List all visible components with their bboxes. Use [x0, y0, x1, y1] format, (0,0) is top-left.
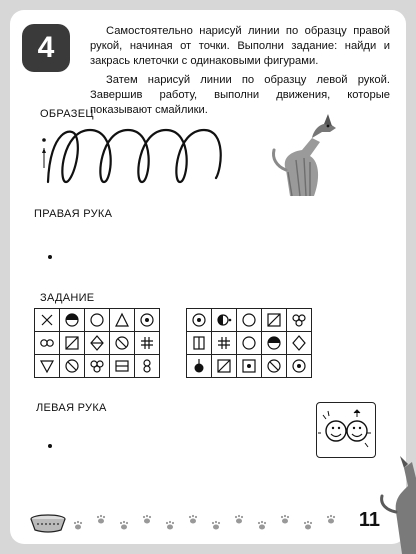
grid-cell[interactable] — [237, 355, 262, 378]
grid-cell[interactable] — [135, 355, 160, 378]
grid-cell[interactable] — [287, 332, 312, 355]
left-hand-label: ЛЕВАЯ РУКА — [36, 402, 107, 414]
grid-cell[interactable] — [262, 332, 287, 355]
grid-cell[interactable] — [187, 332, 212, 355]
sample-label: ОБРАЗЕЦ — [40, 108, 94, 120]
grid-cell[interactable] — [262, 355, 287, 378]
grid-row — [187, 332, 312, 355]
grid-row — [35, 332, 160, 355]
shapes-grid-right — [186, 308, 312, 378]
grid-cell[interactable] — [212, 355, 237, 378]
grid-cell[interactable] — [212, 309, 237, 332]
half-circle-icon — [64, 312, 80, 328]
dot-square-icon — [241, 358, 257, 374]
half-circle-dot-icon — [216, 312, 232, 328]
slashed-square-icon — [266, 312, 282, 328]
target-icon — [139, 312, 155, 328]
grid-cell[interactable] — [187, 355, 212, 378]
diamond-icon — [291, 335, 307, 351]
dog-tail-corner-illustration — [372, 448, 416, 554]
grid-cell[interactable] — [287, 355, 312, 378]
slashed-circle-icon — [266, 358, 282, 374]
stacked-circles-icon — [139, 358, 155, 374]
grid-cell[interactable] — [85, 309, 110, 332]
grid-cell[interactable] — [35, 355, 60, 378]
three-circles-icon — [291, 312, 307, 328]
task-number-badge: 4 — [22, 24, 70, 72]
grid-cell[interactable] — [110, 332, 135, 355]
smiley-face-icon — [347, 410, 371, 447]
slashed-square-icon — [64, 335, 80, 351]
half-circle-icon — [266, 335, 282, 351]
boxed-bars-icon — [191, 335, 207, 351]
hash-icon — [216, 335, 232, 351]
target-icon — [291, 358, 307, 374]
circle-icon — [241, 335, 257, 351]
triangle-icon — [114, 312, 130, 328]
grid-cell[interactable] — [85, 332, 110, 355]
page-number: 11 — [358, 509, 380, 531]
down-triangle-icon — [39, 358, 55, 374]
smileys-box — [316, 402, 376, 458]
circle-icon — [89, 312, 105, 328]
grid-cell[interactable] — [262, 309, 287, 332]
slashed-circle-icon — [114, 335, 130, 351]
grid-cell[interactable] — [85, 355, 110, 378]
slashed-circle-icon — [64, 358, 80, 374]
grid-row — [35, 355, 160, 378]
sample-loop-pattern — [36, 120, 236, 192]
workbook-page — [10, 10, 406, 544]
boxed-lines-icon — [114, 358, 130, 374]
grid-cell[interactable] — [237, 309, 262, 332]
grid-cell[interactable] — [237, 332, 262, 355]
hash-icon — [139, 335, 155, 351]
grid-cell[interactable] — [212, 332, 237, 355]
instruction-paragraph-2: Затем нарисуй линии по образцу левой рукой. Завершив работу, выполни движения, которые показывают смайлики. — [90, 74, 390, 116]
three-circles-icon — [89, 358, 105, 374]
grid-cell[interactable] — [135, 309, 160, 332]
circle-icon — [241, 312, 257, 328]
grid-cell[interactable] — [35, 332, 60, 355]
page-footer — [10, 506, 406, 544]
left-hand-start-dot — [48, 444, 52, 448]
grid-row — [187, 355, 312, 378]
assignment-label: ЗАДАНИЕ — [40, 292, 95, 304]
grid-cell[interactable] — [110, 355, 135, 378]
circles-pair-icon — [39, 335, 55, 351]
grid-cell[interactable] — [187, 309, 212, 332]
instruction-paragraph-1: Самостоятельно нарисуй линии по образцу правой рукой, начиная от точки. Выполни задание: найди и закрась клеточки с одинаковыми фигурами. — [90, 25, 390, 67]
task-instructions — [90, 24, 390, 118]
target-icon — [191, 312, 207, 328]
grid-cell[interactable] — [60, 355, 85, 378]
paw-prints-icon — [70, 512, 350, 534]
grid-cell[interactable] — [287, 309, 312, 332]
grid-row — [187, 309, 312, 332]
dog-illustration — [268, 110, 348, 202]
diamond-line-icon — [89, 335, 105, 351]
grid-cell[interactable] — [60, 309, 85, 332]
grid-cell[interactable] — [135, 332, 160, 355]
grid-cell[interactable] — [110, 309, 135, 332]
grid-row — [35, 309, 160, 332]
right-hand-start-dot — [48, 255, 52, 259]
slashed-square-icon — [216, 358, 232, 374]
filled-drop-icon — [191, 358, 207, 374]
right-hand-label: ПРАВАЯ РУКА — [34, 208, 113, 220]
grid-cell[interactable] — [60, 332, 85, 355]
smiley-face-icon — [318, 411, 346, 441]
cross-icon — [39, 312, 55, 328]
grid-cell[interactable] — [35, 309, 60, 332]
shapes-grid-left — [34, 308, 160, 378]
dog-bowl-icon — [28, 512, 68, 534]
